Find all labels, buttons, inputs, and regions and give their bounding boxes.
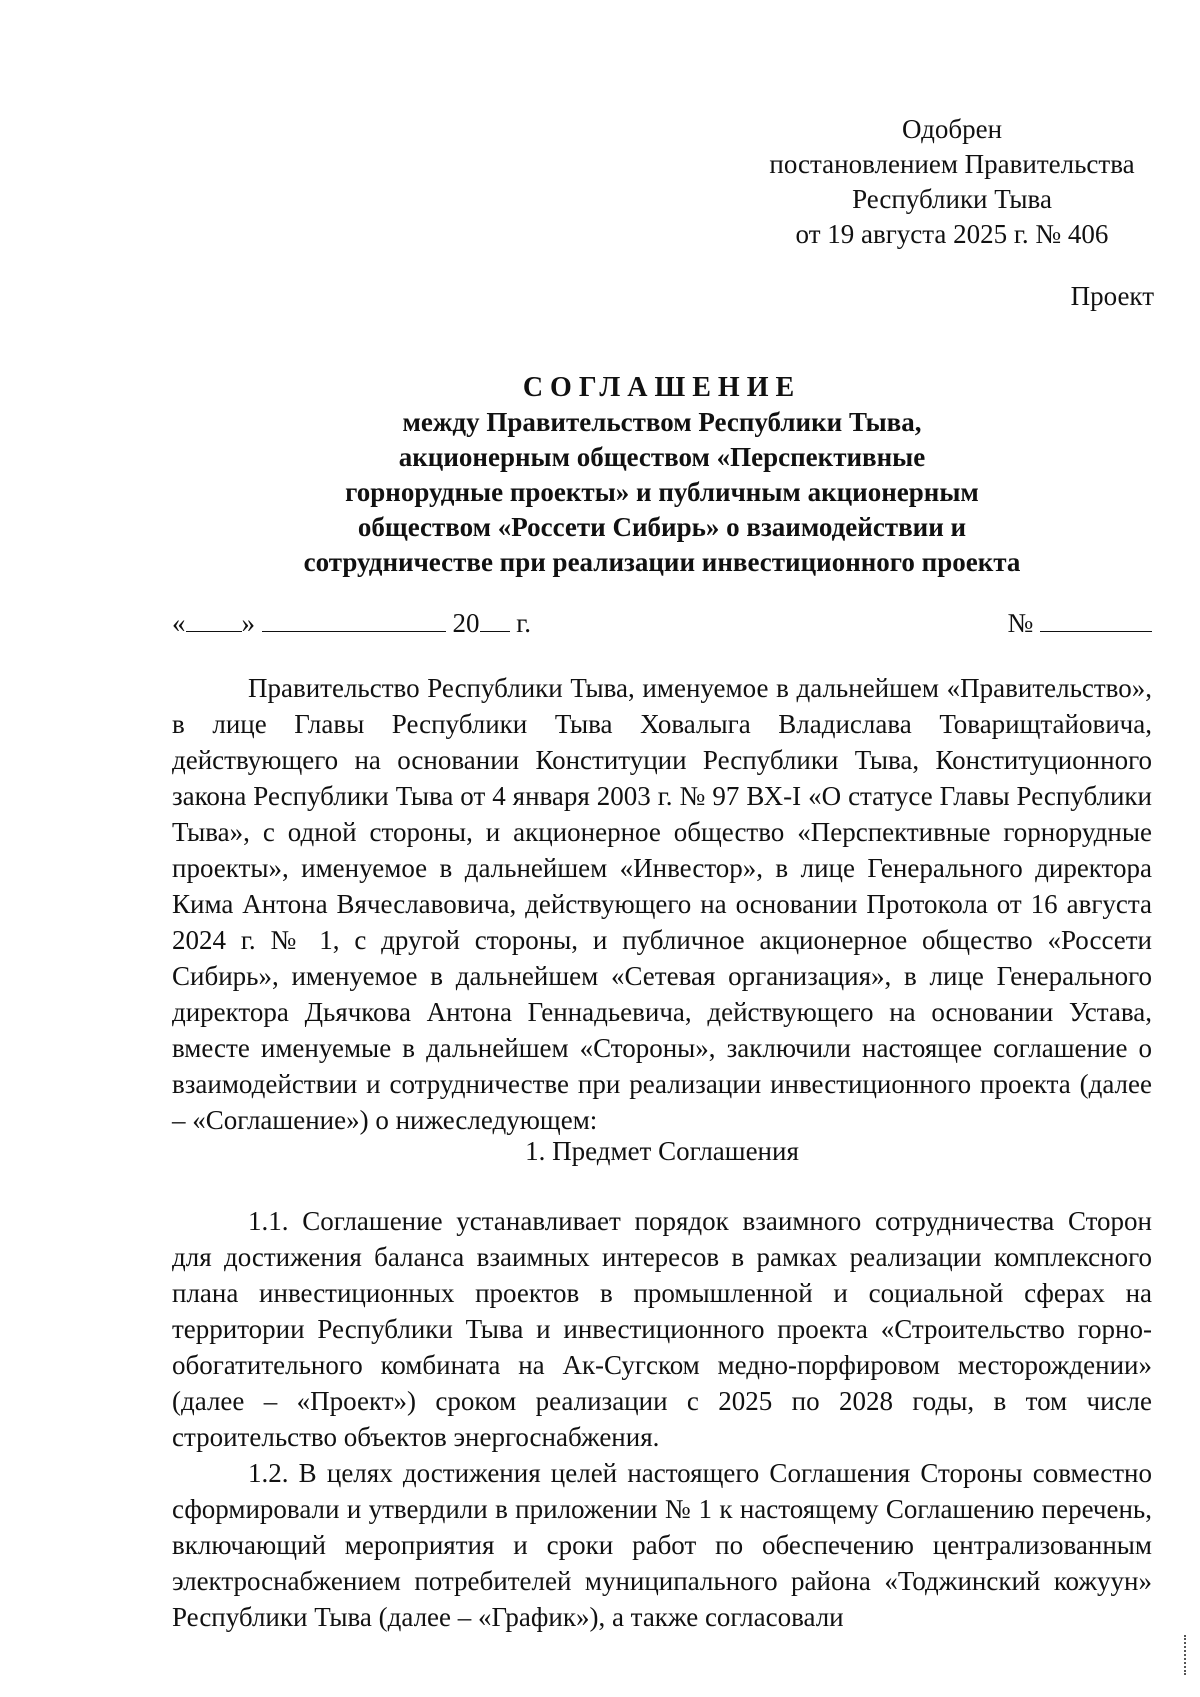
day-blank	[186, 607, 242, 632]
title-line-4: обществом «Россети Сибирь» о взаимодействии и	[357, 512, 967, 542]
date-number-line	[172, 605, 1152, 641]
draft-status-label: Проект	[1070, 281, 1154, 311]
document-title	[172, 370, 1152, 580]
date-close-quote: »	[241, 608, 255, 638]
approval-line-2: постановлением Правительства	[769, 149, 1135, 179]
approval-line-3: Республики Тыва	[852, 184, 1052, 214]
date-open-quote: «	[172, 608, 186, 638]
number-label: №	[1007, 608, 1040, 638]
year-prefix: 20	[452, 608, 480, 638]
number-blank	[1040, 607, 1152, 632]
year-suffix: г.	[509, 608, 532, 638]
date-field	[172, 605, 531, 641]
approval-block	[760, 112, 1144, 252]
scan-edge-mark	[1174, 1635, 1186, 1675]
approval-line-1: Одобрен	[901, 114, 1003, 144]
document-type: СОГЛАШЕНИЕ	[522, 372, 802, 403]
number-field	[1007, 605, 1152, 641]
title-line-1: между Правительством Республики Тыва,	[402, 407, 922, 437]
title-line-5: сотрудничестве при реализации инвестиционного проекта	[303, 547, 1021, 577]
title-line-2: акционерным обществом «Перспективные	[398, 442, 926, 472]
year-blank	[480, 607, 510, 632]
section-1-heading: 1. Предмет Соглашения	[525, 1136, 799, 1166]
intro-section	[172, 670, 1152, 1138]
clause-1-2: 1.2. В целях достижения целей настоящего Соглашения Стороны совместно сформировали и утвердили в приложении № 1 к настоящему Соглашению перечень, включающий мероприятия и сроки работ по обеспечению централизованным электроснабжением потребителей муниципального района «Тоджинский кожуун» Республики Тыва (далее – «График»), а также согласовали	[172, 1458, 1152, 1632]
approval-line-4: от 19 августа 2025 г. № 406	[795, 219, 1109, 249]
section-1-body	[172, 1203, 1152, 1635]
month-blank	[262, 607, 446, 632]
clause-1-1: 1.1. Соглашение устанавливает порядок взаимного сотрудничества Сторон для достижения баланса взаимных интересов в рамках реализации комплексного плана инвестиционных проектов в промышленной и социальной сферах на территории Республики Тыва и инвестиционного проекта «Строительство горно-обогатительного комбината на Ак-Сугском медно-порфировом месторождении» (далее – «Проект») сроком реализации с 2025 по 2028 годы, в том числе строительство объектов энергоснабжения.	[172, 1206, 1152, 1452]
intro-paragraph: Правительство Республики Тыва, именуемое в дальнейшем «Правительство», в лице Главы Республики Тыва Ховалыга Владислава Товарищтайовича, действующего на основании Конституции Республики Тыва, Конституционного закона Республики Тыва от 4 января 2003 г. № 97 ВХ-I «О статусе Главы Республики Тыва», с одной стороны, и акционерное общество «Перспективные горнорудные проекты», именуемое в дальнейшем «Инвестор», в лице Генерального директора Кима Антона Вячеславовича, действующего на основании Протокола от 16 августа 2024 г. № 1, с другой стороны, и публичное акционерное общество «Россети Сибирь», именуемое в дальнейшем «Сетевая организация», в лице Генерального директора Дьячкова Антона Геннадьевича, действующего на основании Устава, вместе именуемые в дальнейшем «Стороны», заключили настоящее соглашение о взаимодействии и сотрудничестве при реализации инвестиционного проекта (далее – «Соглашение») о нижеследующем:	[172, 673, 1152, 1135]
title-line-3: горнорудные проекты» и публичным акционерным	[345, 477, 979, 507]
